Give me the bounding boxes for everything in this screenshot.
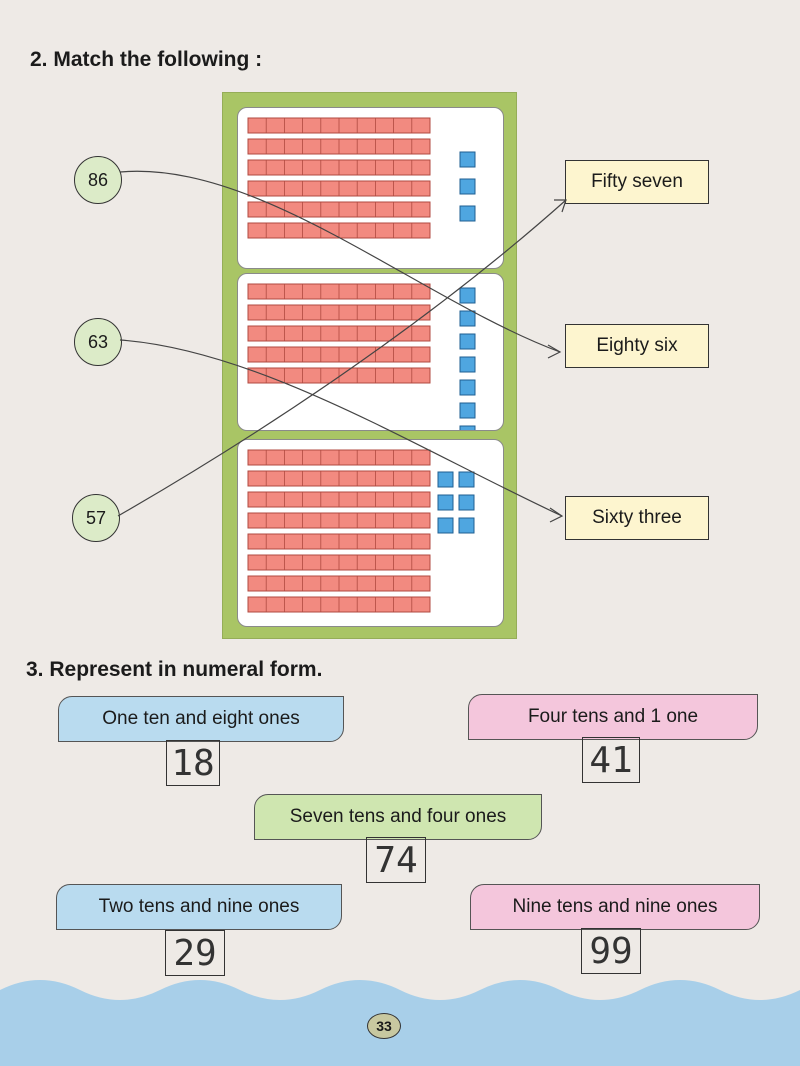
prompt-tag-1: One ten and eight ones <box>58 696 344 742</box>
prompt-tag-4: Two tens and nine ones <box>56 884 342 930</box>
page-number: 33 <box>367 1013 401 1039</box>
prompt-tag-5: Nine tens and nine ones <box>470 884 760 930</box>
answer-box-3: 74 <box>366 837 426 883</box>
number-circle-57: 57 <box>72 494 120 542</box>
word-box-sixty-three: Sixty three <box>565 496 709 540</box>
question-2-title: 2. Match the following : <box>30 48 263 71</box>
word-box-eighty-six: Eighty six <box>565 324 709 368</box>
word-box-fifty-seven: Fifty seven <box>565 160 709 204</box>
answer-box-1: 18 <box>166 740 220 786</box>
number-circle-86: 86 <box>74 156 122 204</box>
number-circle-63: 63 <box>74 318 122 366</box>
prompt-tag-3: Seven tens and four ones <box>254 794 542 840</box>
answer-box-2: 41 <box>582 737 640 783</box>
question-3-title: 3. Represent in numeral form. <box>26 658 323 681</box>
answer-box-4: 29 <box>165 930 225 976</box>
prompt-tag-2: Four tens and 1 one <box>468 694 758 740</box>
answer-box-5: 99 <box>581 928 641 974</box>
wave-decoration <box>0 960 800 1066</box>
